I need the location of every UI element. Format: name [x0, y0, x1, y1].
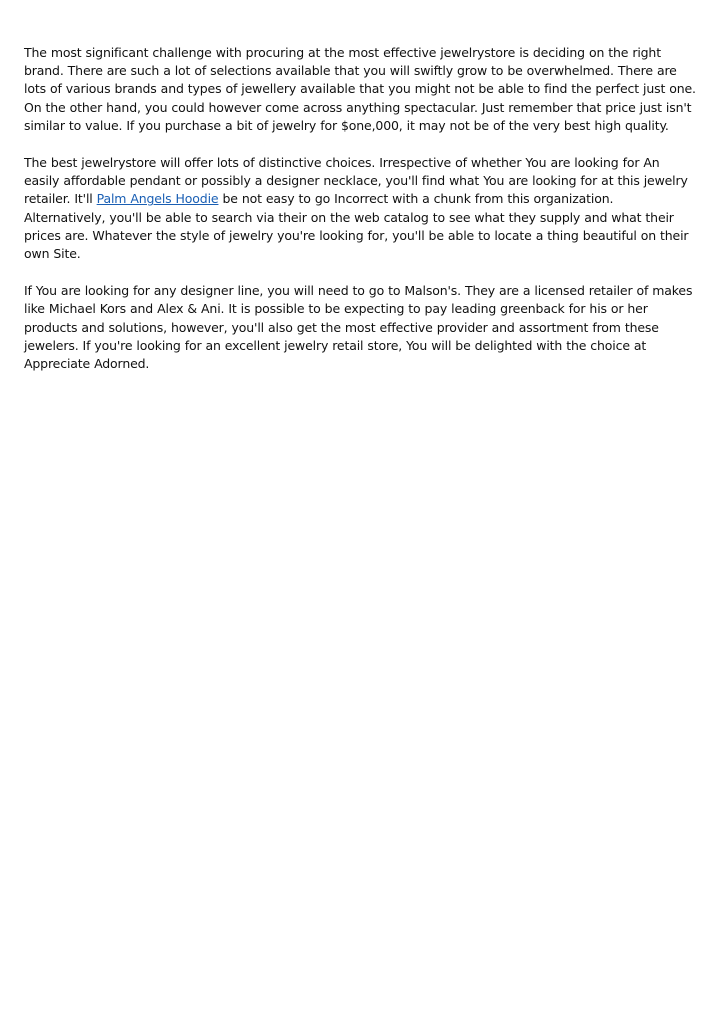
document-body: [24, 44, 696, 393]
paragraph-3: If You are looking for any designer line, you will need to go to Malson's. They are a licensed retailer of makes like Michael Kors and Alex & Ani. It is possible to be expecting to pay leading greenback for his or her products and solutions, however, you'll also get the most effective provider and assortment from these jewelers. If you're looking for an excellent jewelry retail store, You will be delighted with the choice at Appreciate Adorned.: [24, 283, 693, 372]
paragraph-2-text-before-link: The best jewelrystore will offer lots of distinctive choices. Irrespective of whether You are looking for An easily affordable pendant or possibly a designer necklace, you'll find what You are looking for at this jewelry retailer. It'll: [24, 155, 688, 207]
paragraph-2: [24, 154, 696, 263]
palm-angels-hoodie-link[interactable]: Palm Angels Hoodie: [96, 191, 219, 207]
paragraph-2-text-after-link: be not easy to go Incorrect with a chunk from this organization. Alternatively, you'll be able to search via their on the web catalog to see what they supply and what their prices are. Whatever the style of jewelry you're looking for, you'll be able to locate a thing beautiful on their own Site.: [24, 191, 689, 262]
paragraph-1: The most significant challenge with procuring at the most effective jewelrystore is deciding on the right brand. There are such a lot of selections available that you will swiftly grow to be overwhelmed. There are lots of various brands and types of jewellery available that you might not be able to find the perfect just one. On the other hand, you could however come across anything spectacular. Just remember that price just isn't similar to value. If you purchase a bit of jewelry for $one,000, it may not be of the very best high quality.: [24, 45, 696, 133]
